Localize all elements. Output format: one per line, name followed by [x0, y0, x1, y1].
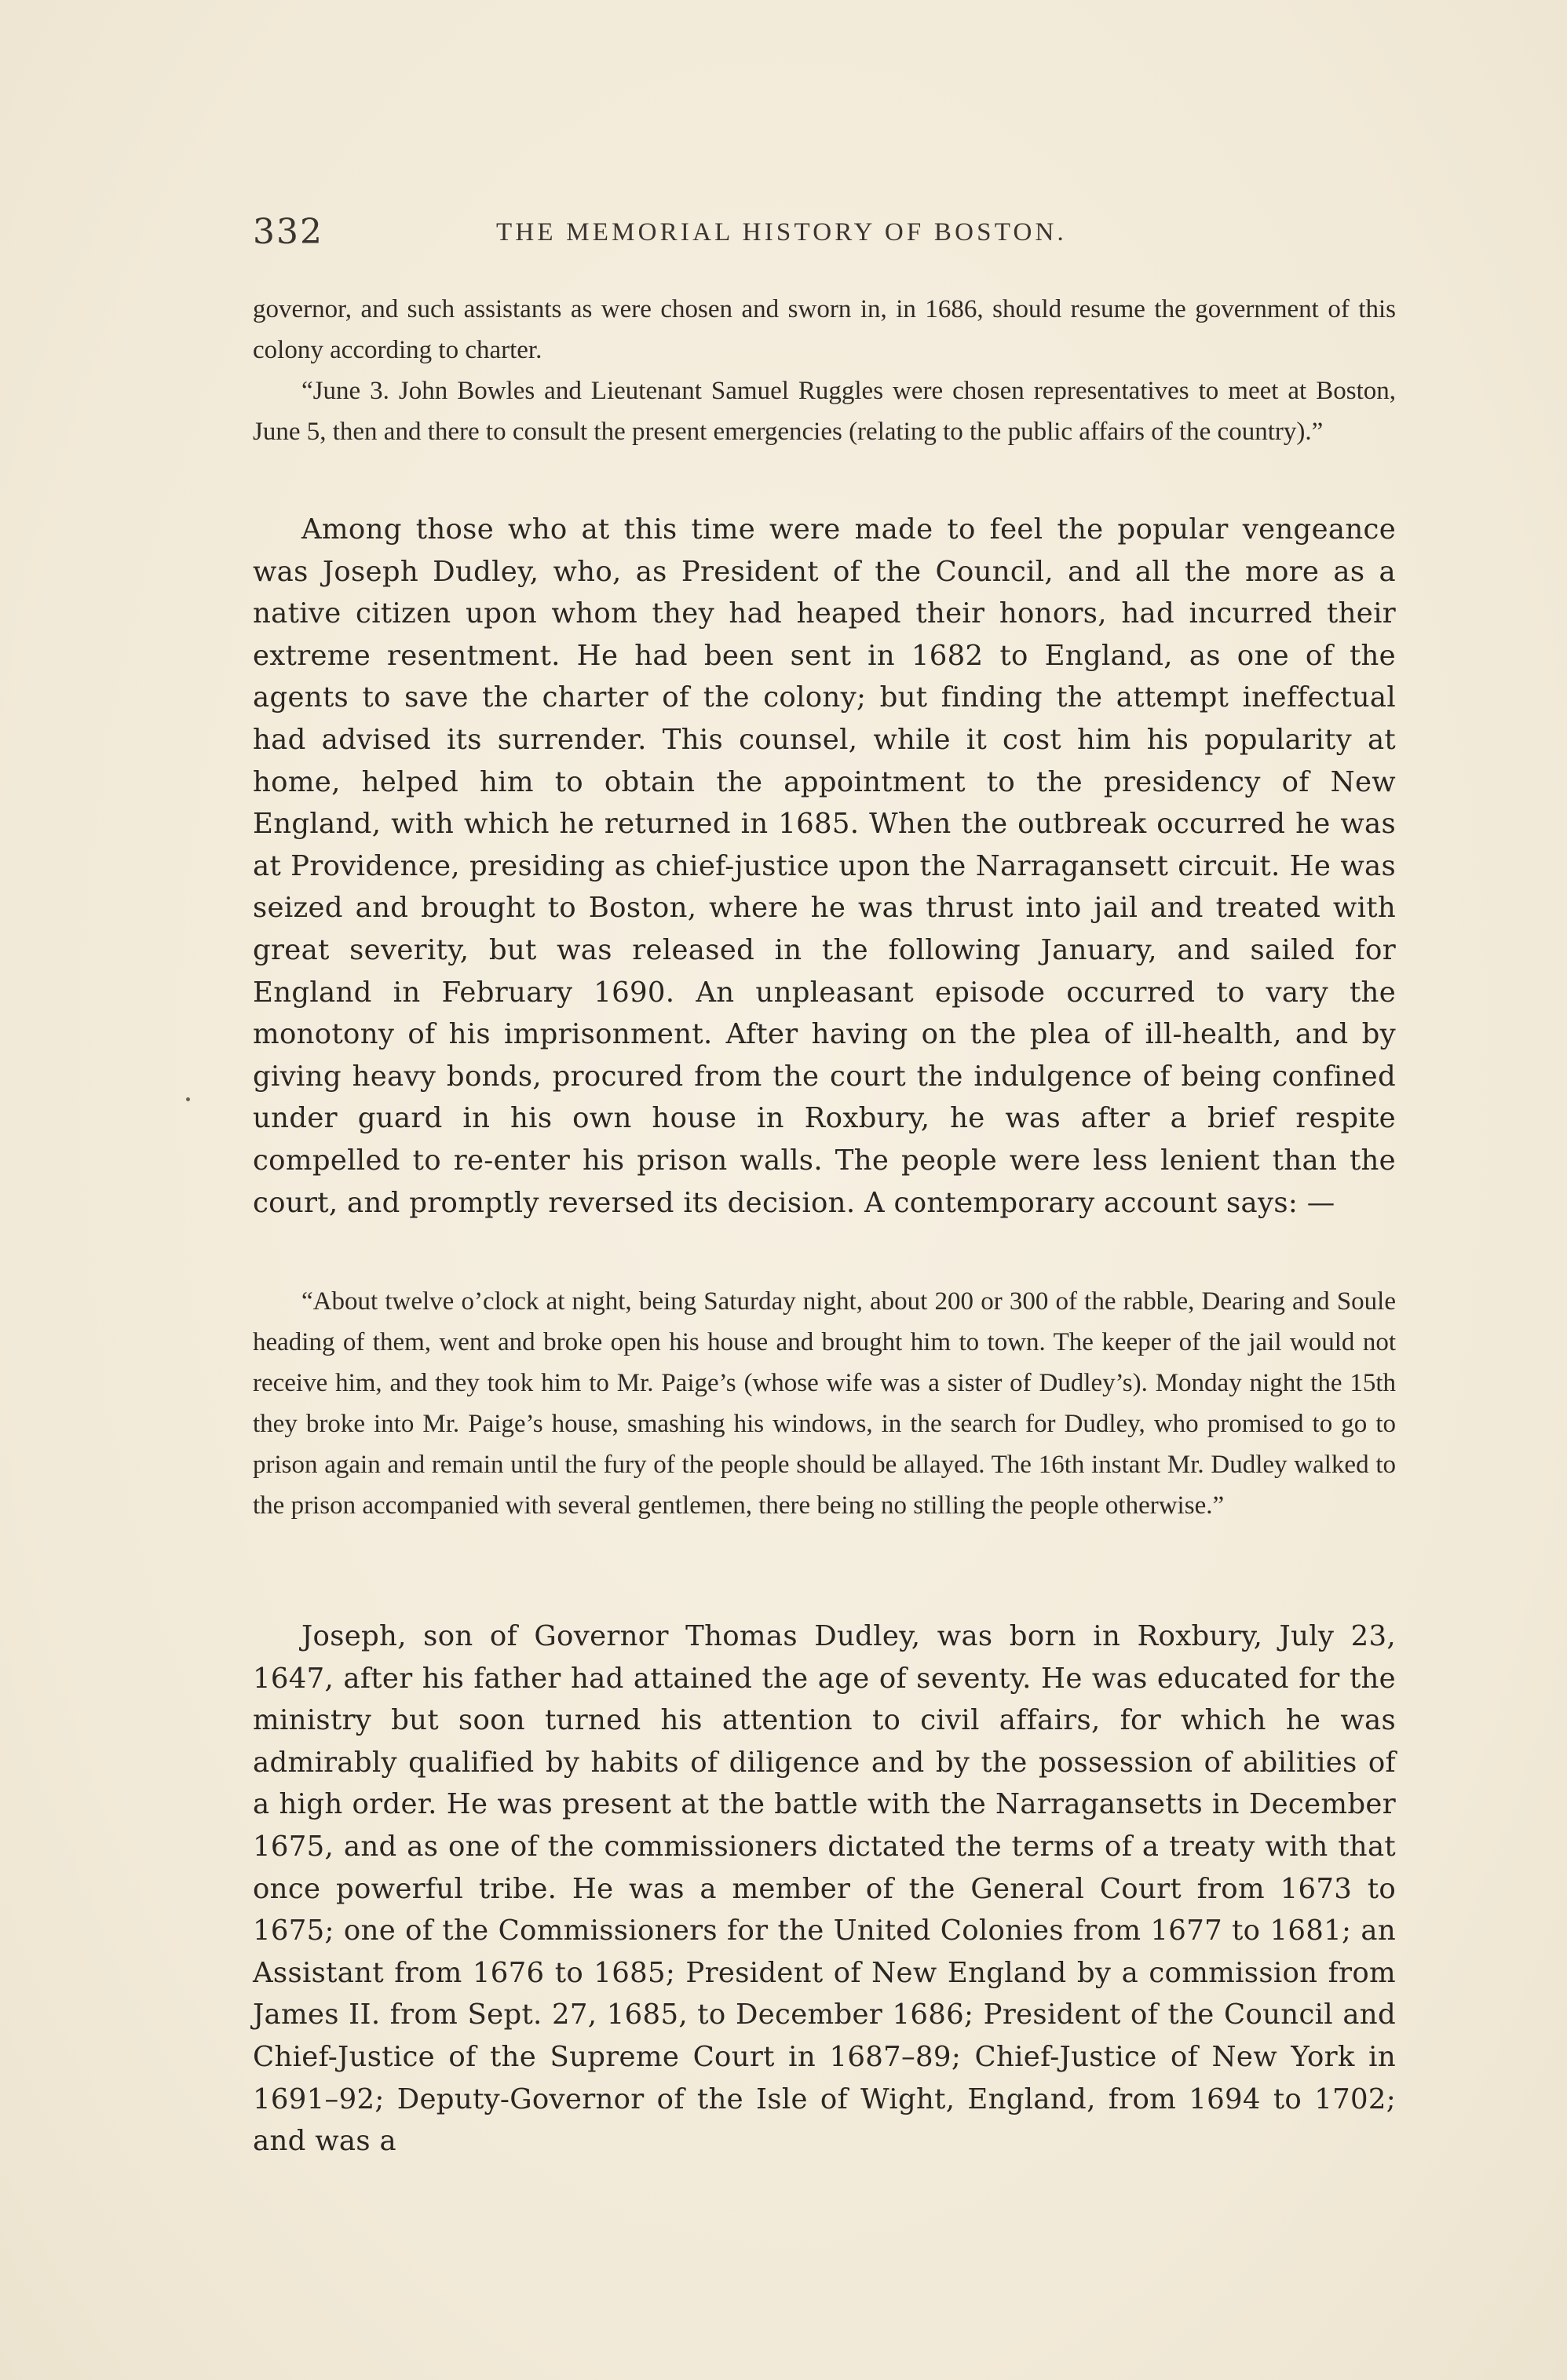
page-number: 332 [253, 212, 323, 252]
running-head [253, 212, 1396, 259]
main-text-block [253, 509, 1396, 1224]
paragraph-dudley-vengeance: Among those who at this time were made to feel the popular vengeance was Joseph Dudley, who, as President of the Council, and all the more as a native citizen upon whom they had heaped their honors, had incurred their extreme resentment. He had been sent in 1682 to England, as one of the agents to save the charter of the colony; but finding the attempt ineffectual had advised its surrender. This counsel, while it cost him his popularity at home, helped him to obtain the appointment to the presidency of New England, with which he returned in 1685. When the outbreak occurred he was at Providence, presiding as chief-justice upon the Narragansett circuit. He was seized and brought to Boston, where he was thrust into jail and treated with great severity, but was released in the following January, and sailed for England in February 1690. An unpleasant episode occurred to vary the monotony of his imprisonment. After having on the plea of ill-health, and by giving heavy bonds, procured from the court the indulgence of being confined under guard in his own house in Roxbury, he was after a brief respite compelled to re-enter his prison walls. The people were less lenient than the court, and promptly reversed its decision. A contemporary account says: — [253, 513, 1396, 1219]
quotation-block [253, 1281, 1396, 1526]
paragraph-contemporary-account: “About twelve o’clock at night, being Saturday night, about 200 or 300 of the rabble, Dearing and Soule heading of them, went and broke open his house and brought him to town. The keeper of the jail would not receive him, and they took him to Mr. Paige’s (whose wife was a sister of Dudley’s). Monday night the 15th they broke into Mr. Paige’s house, smashing his windows, in the search for Dudley, who promised to go to prison again and remain until the fury of the people should be allayed. The 16th instant Mr. Dudley walked to the prison accompanied with several gentlemen, there being no stilling the people otherwise.” [253, 1287, 1396, 1520]
paragraph-continuation: governor, and such assistants as were chosen and sworn in, in 1686, should resume the government of this colony according to charter. [253, 295, 1396, 364]
biography-block [253, 1615, 1396, 2163]
running-title: THE MEMORIAL HISTORY OF BOSTON. [496, 218, 1068, 246]
paragraph-june-3: “June 3. John Bowles and Lieutenant Samuel Ruggles were chosen representatives to meet at Boston, June 5, then and there to consult the present emergencies (relating to the public affairs of the country).” [253, 377, 1396, 446]
continuation-block [253, 289, 1396, 452]
margin-speck [186, 1097, 190, 1101]
paragraph-dudley-biography: Joseph, son of Governor Thomas Dudley, was born in Roxbury, July 23, 1647, after his father had attained the age of seventy. He was educated for the ministry but soon turned his attention to civil affairs, for which he was admirably qualified by habits of diligence and by the possession of abilities of a high order. He was present at the battle with the Narragansetts in December 1675, and as one of the commissioners dictated the terms of a treaty with that once powerful tribe. He was a member of the General Court from 1673 to 1675; one of the Commissioners for the United Colonies from 1677 to 1681; an Assistant from 1676 to 1685; President of New England by a commission from James II. from Sept. 27, 1685, to December 1686; President of the Council and Chief-Justice of the Supreme Court in 1687–89; Chief-Justice of New York in 1691–92; Deputy-Governor of the Isle of Wight, England, from 1694 to 1702; and was a [253, 1620, 1396, 2158]
